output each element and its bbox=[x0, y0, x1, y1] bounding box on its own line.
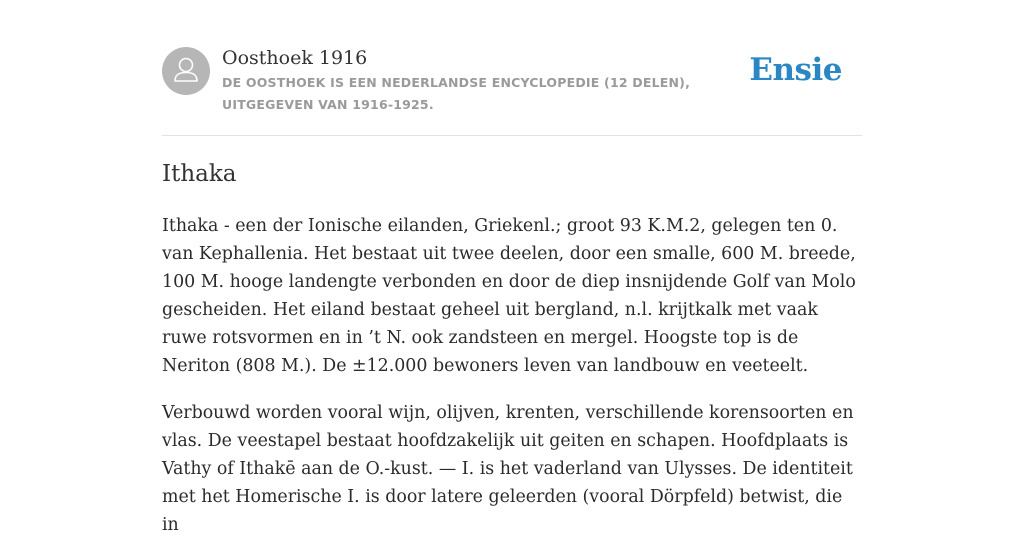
user-avatar-icon[interactable] bbox=[162, 47, 210, 95]
source-description: DE OOSTHOEK IS EEN NEDERLANDSE ENCYCLOPEDIE (12 DELEN), UITGEGEVEN VAN 1916-1925. bbox=[222, 75, 691, 112]
ensie-logo-link[interactable]: Ensie bbox=[749, 52, 842, 88]
source-name-link[interactable]: Oosthoek 1916 bbox=[222, 47, 368, 69]
article-title: Ithaka bbox=[162, 161, 237, 187]
article-paragraph-1: Ithaka - een der Ionische eilanden, Griekenl.; groot 93 K.M.2, gelegen ten 0. van Kephallenia. Het bestaat uit twee deelen, door een smalle, 600 M. breede, 100 M. hooge landengte verbonden en door de diep insnijdende Golf van Molo gescheiden. Het eiland bestaat geheel uit bergland, n.l. krijtkalk met vaak ruwe rotsvormen en in ’t N. ook zandsteen en mergel. Hoogste top is de Neriton (808 M.). De ±12.000 bewoners leven van landbouw en veeteelt. bbox=[162, 216, 856, 376]
person-outline-icon bbox=[162, 47, 210, 95]
article-paragraph-2: Verbouwd worden vooral wijn, olijven, krenten, verschillende korensoorten en vlas. De veestapel bestaat hoofdzakelijk uit geiten en schapen. Hoofdplaats is Vathy of Ithakē aan de O.-kust. — I. is het vaderland van Ulysses. De identiteit met het Homerische I. is door latere geleerden (vooral Dörpfeld) betwist, die in bbox=[162, 403, 854, 535]
article-body bbox=[162, 212, 862, 558]
source-header bbox=[162, 46, 862, 136]
